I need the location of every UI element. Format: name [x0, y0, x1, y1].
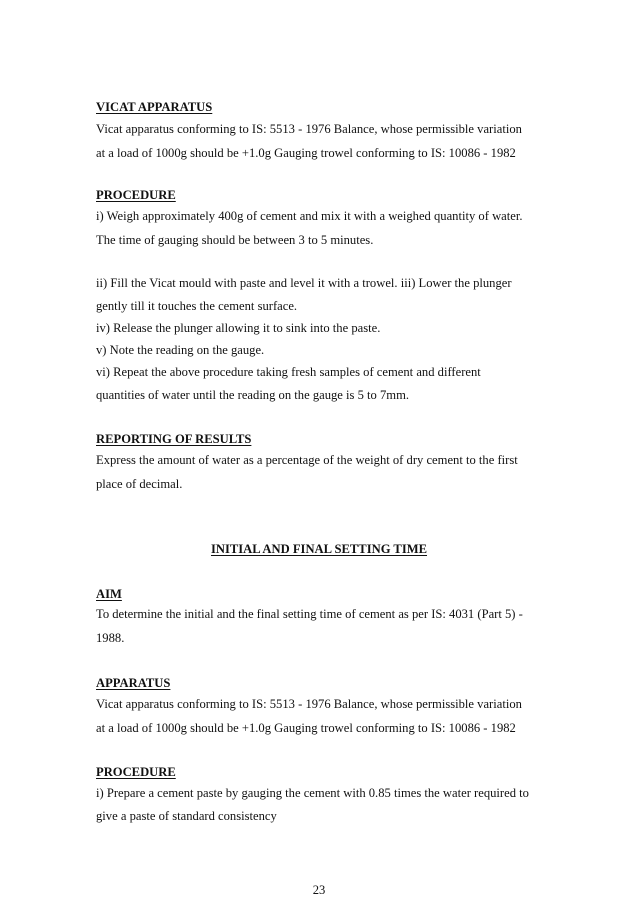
setting-time-title: INITIAL AND FINAL SETTING TIME [210, 542, 428, 556]
step-line: vi) Repeat the above procedure taking fresh samples of cement and different [96, 365, 481, 379]
step-line: quantities of water until the reading on the gauge is 5 to 7mm. [96, 388, 410, 402]
paragraph-line: Vicat apparatus conforming to IS: 5513 - 1976 Balance, whose permissible variation [96, 122, 522, 136]
paragraph-line: Express the amount of water as a percentage of the weight of dry cement to the first [96, 453, 518, 467]
paragraph-line: 1988. [96, 631, 125, 645]
paragraph-line: at a load of 1000g should be +1.0g Gauging trowel conforming to IS: 10086 - 1982 [96, 146, 516, 160]
reporting-section [96, 431, 548, 492]
procedure-section-2 [96, 764, 548, 824]
paragraph-line: place of decimal. [96, 477, 183, 491]
section-heading: REPORTING OF RESULTS [96, 432, 252, 446]
section-heading: APPARATUS [96, 676, 171, 690]
step-line: iv) Release the plunger allowing it to sink into the paste. [96, 321, 381, 335]
vicat-apparatus-section [96, 99, 548, 161]
step-line: v) Note the reading on the gauge. [96, 343, 265, 357]
aim-section [96, 586, 548, 646]
procedure-steps [96, 275, 548, 403]
paragraph-line: To determine the initial and the final setting time of cement as per IS: 4031 (Part 5) - [96, 607, 523, 621]
section-heading: PROCEDURE [96, 765, 176, 779]
procedure-section [96, 187, 548, 248]
step-line: gently till it touches the cement surface. [96, 299, 298, 313]
paragraph-line: Vicat apparatus conforming to IS: 5513 - 1976 Balance, whose permissible variation [96, 697, 522, 711]
paragraph-line: i) Weigh approximately 400g of cement and mix it with a weighed quantity of water. [96, 209, 523, 223]
apparatus-section [96, 675, 548, 736]
section-heading: VICAT APPARATUS [96, 100, 213, 114]
page-number: 23 [312, 883, 326, 897]
paragraph-line: The time of gauging should be between 3 to 5 minutes. [96, 233, 374, 247]
step-line: ii) Fill the Vicat mould with paste and level it with a trowel. iii) Lower the plunger [96, 276, 512, 290]
paragraph-line: at a load of 1000g should be +1.0g Gauging trowel conforming to IS: 10086 - 1982 [96, 721, 516, 735]
paragraph-line: give a paste of standard consistency [96, 809, 277, 823]
section-heading: PROCEDURE [96, 188, 176, 202]
paragraph-line: i) Prepare a cement paste by gauging the cement with 0.85 times the water required to [96, 786, 529, 800]
section-heading: AIM [96, 587, 122, 601]
